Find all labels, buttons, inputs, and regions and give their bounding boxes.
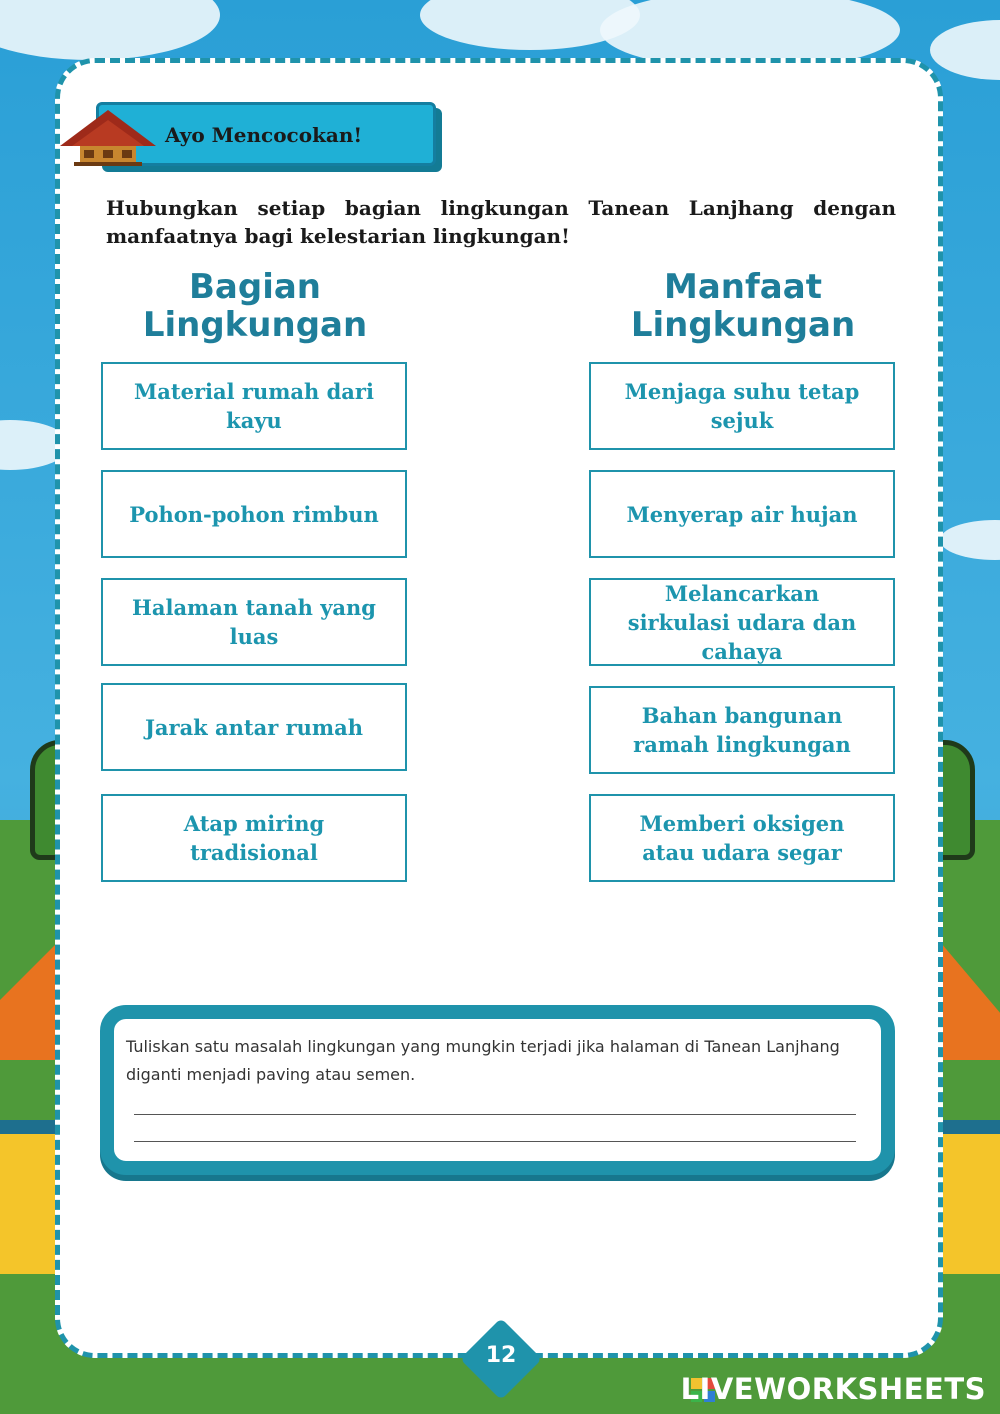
match-item-right[interactable]: Melancarkan sirkulasi udara dan cahaya <box>589 578 895 666</box>
question-prompt: Tuliskan satu masalah lingkungan yang mungkin terjadi jika halaman di Tanean Lanjhang diganti menjadi paving atau semen. <box>126 1037 840 1084</box>
match-item-right[interactable]: Menyerap air hujan <box>589 470 895 558</box>
match-item-right[interactable]: Bahan bangunan ramah lingkungan <box>589 686 895 774</box>
answer-panel <box>100 1005 895 1175</box>
match-item-right[interactable]: Menjaga suhu tetap sejuk <box>589 362 895 450</box>
cloud-decoration <box>940 520 1000 560</box>
match-item-left[interactable]: Material rumah dari kayu <box>101 362 407 450</box>
match-item-left[interactable]: Atap miring tradisional <box>101 794 407 882</box>
answer-line[interactable] <box>134 1141 856 1142</box>
brand-wordmark[interactable]: LIVEWORKSHEETS <box>680 1372 986 1406</box>
match-item-left[interactable]: Jarak antar rumah <box>101 683 407 771</box>
left-column-title: Bagian Lingkungan <box>142 267 368 345</box>
right-column-title: Manfaat Lingkungan <box>630 267 856 345</box>
page-number: 12 <box>485 1343 517 1368</box>
cloud-decoration <box>930 20 1000 80</box>
banner-label: Ayo Mencocokan! <box>165 123 363 147</box>
answer-line[interactable] <box>134 1114 856 1115</box>
cloud-decoration <box>0 0 220 60</box>
match-item-left[interactable]: Halaman tanah yang luas <box>101 578 407 666</box>
instruction-text: Hubungkan setiap bagian lingkungan Tanean Lanjhang dengan manfaatnya bagi kelestarian lingkungan! <box>106 196 896 248</box>
match-item-left[interactable]: Pohon-pohon rimbun <box>101 470 407 558</box>
match-item-right[interactable]: Memberi oksigen atau udara segar <box>589 794 895 882</box>
traditional-house-icon <box>58 106 158 168</box>
